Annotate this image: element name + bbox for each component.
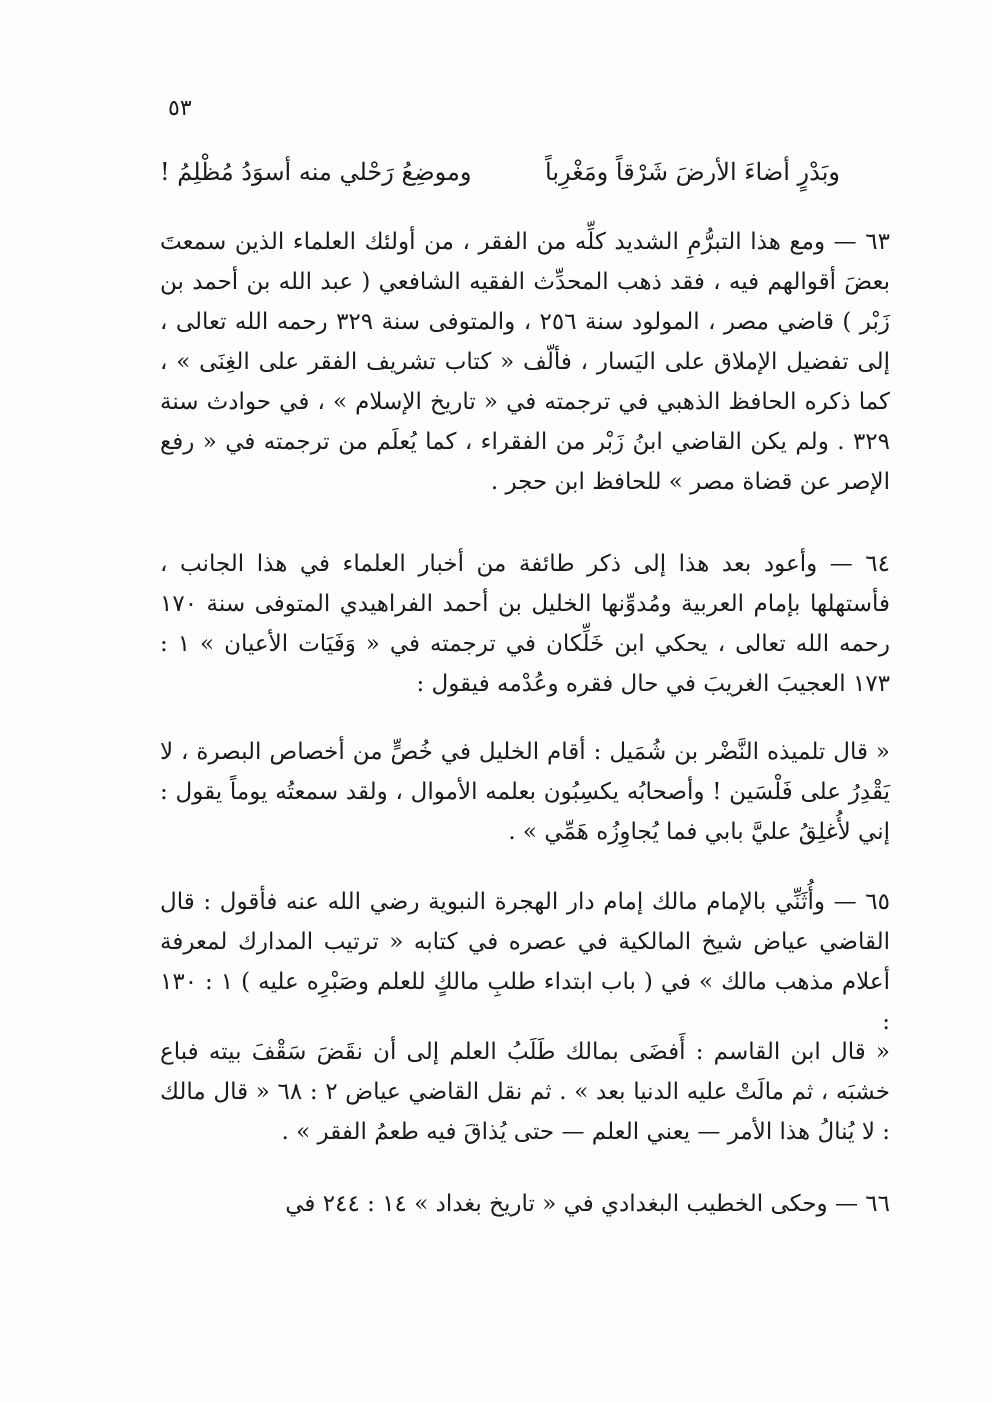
- quotation-khalil: « قال تلميذه النَّضْر بن شُمَيل : أقام الخليل في خُصٍّ من أخصاص البصرة ، لا يَقْدِرُ على فَلْسَين ! وأصحابُه يكسِبُون بعلمه الأموال ، ولقد سمعتُه يوماً يقول : إني لأُغلِقُ عليَّ بابي فما يُجاوِزُه هَمِّي » .: [160, 739, 890, 845]
- paragraph-65: ٦٥ — وأُثَنِّي بالإمام مالك إمام دار الهجرة النبوية رضي الله عنه فأقول : قال القاضي عياض شيخ المالكية في عصره في كتابه « ترتيب المدارك لمعرفة أعلام مذهب مالك » في ( باب ابتداء طلبِ مالكٍ للعلم وصَبْرِه عليه ) ١ : ١٣٠ :: [160, 889, 890, 1035]
- verse-first-hemistich: وبَدْرٍ أضاءَ الأرضَ شَرْقاً ومَغْرِباً: [545, 158, 840, 186]
- poetry-verse: [160, 150, 840, 194]
- paragraph-64: ٦٤ — وأعود بعد هذا إلى ذكر طائفة من أخبار العلماء في هذا الجانب ، فأستهلها بإمام العربية ومُدوِّنها الخليل بن أحمد الفراهيدي المتوفى سنة ١٧٠ رحمه الله تعالى ، يحكي ابن خَلِّكان في ترجمته في « وَفَيَات الأعيان » ١ : ١٧٣ العجيبَ الغريبَ في حال فقره وعُدْمه فيقول :: [160, 551, 890, 697]
- verse-second-hemistich: وموضِعُ رَحْلي منه أسوَدُ مُظْلِمُ !: [160, 158, 472, 186]
- page-number: ٥٣: [168, 96, 192, 121]
- quotation-malik: « قال ابن القاسم : أَفضَى بمالك طَلَبُ العلم إلى أن نقَضَ سَقْفَ بيته فباع خشبَه ، ثم مالَتْ عليه الدنيا بعد » . ثم نقل القاضي عياض ٢ : ٦٨ « قال مالك : لا يُنالُ هذا الأمر — يعني العلم — حتى يُذاقَ فيه طعمُ الفقر » .: [160, 1039, 891, 1145]
- paragraph-63: ٦٣ — ومع هذا التبرُّمِ الشديد كلِّه من الفقر ، من أولئك العلماء الذين سمعتَ بعضَ أقوالهم فيه ، فقد ذهب المحدِّث الفقيه الشافعي ( عبد الله بن أحمد بن زَبْر ) قاضي مصر ، المولود سنة ٢٥٦ ، والمتوفى سنة ٣٢٩ رحمه الله تعالى ، إلى تفضيل الإملاق على اليَسار ، فألّف « كتاب تشريف الفقر على الغِنَى » ، كما ذكره الحافظ الذهبي في ترجمته في « تاريخ الإسلام » ، في حوادث سنة ٣٢٩ . ولم يكن القاضي ابنُ زَبْر من الفقراء ، كما يُعلَم من ترجمته في « رفع الإصر عن قضاة مصر » للحافظ ابن حجر .: [160, 229, 891, 495]
- paragraph-66: ٦٦ — وحكى الخطيب البغدادي في « تاريخ بغداد » ١٤ : ٢٤٤ في: [285, 1191, 890, 1217]
